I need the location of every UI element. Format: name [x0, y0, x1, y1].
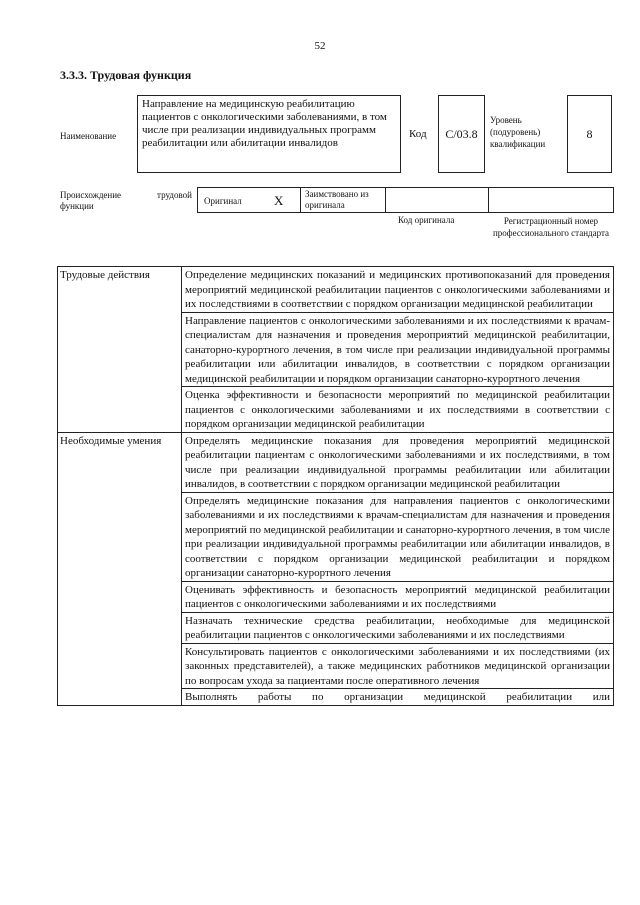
origin-label-line1: [60, 190, 192, 201]
borrowed-cell: [300, 187, 386, 213]
table-row: [58, 432, 614, 492]
original-label: Оригинал: [204, 196, 242, 206]
code-value-box: [438, 95, 485, 173]
name-label: Наименование: [60, 131, 117, 141]
origin-label: Происхождение трудовой: [60, 190, 192, 200]
function-name-box: [137, 95, 401, 173]
borrowed-label: Заимствовано из оригинала: [305, 189, 369, 210]
table-cell: Определять медицинские показания для проведения мероприятий медицинской реабилитации пациентам с онкологическими заболеваниями и их последствиями, в том числе при реализации индивидуальной программы реабилитации или абилитации инвалидов, в соответствии с порядком организации медицинской реабилитации: [182, 432, 614, 492]
code-label: Код: [409, 128, 427, 140]
section-title: 3.3.3. Трудовая функция: [60, 68, 192, 82]
function-details-table: [57, 266, 614, 706]
origin-label-line2: функции: [60, 201, 94, 211]
table-cell: Выполнять работы по организации медицинской реабилитации или: [182, 689, 614, 706]
row-label-skills: Необходимые умения: [58, 432, 182, 705]
level-value-box: [567, 95, 612, 173]
original-mark: X: [274, 193, 284, 208]
function-name: Направление на медицинскую реабилитацию пациентов с онкологическими заболеваниями, в том числе при реализации индивидуальных программ реабилитации или абилитации инвалидов: [142, 98, 387, 149]
table-cell: Оценка эффективности и безопасности мероприятий по медицинской реабилитации пациентов с онкологическими заболеваниями и их последствиями в соответствии с порядком организации медицинской реабилитации: [182, 387, 614, 433]
reg-number-cell: [488, 187, 614, 213]
table-row: [58, 267, 614, 313]
reg-number-label: Регистрационный номер профессионального стандарта: [492, 216, 610, 238]
code-value: С/03.8: [445, 127, 478, 141]
level-value: 8: [586, 127, 593, 141]
table-cell: Направление пациентов с онкологическими заболеваниями и их последствиями к врачам-специалистам для назначения и проведения мероприятий медицинской реабилитации, санаторно-курортного лечения, в том числе при реализации индивидуальной программы реабилитации или абилитации инвалидов, в соответствии с порядком организации медицинской реабилитации и порядком организации санаторно-курортного лечения: [182, 312, 614, 387]
original-cell: [197, 187, 301, 213]
table-cell: Определять медицинские показания для направления пациентов с онкологическими заболеваниями и их последствиями к врачам-специалистам для назначения и проведения мероприятий по медицинской реабилитации и санаторно-курортного лечения, в том числе при реализации индивидуальной программы реабилитации или абилитации инвалидов, в соответствии с порядком организации медицинской реабилитации и порядком организации санаторно-курортного лечения: [182, 492, 614, 581]
level-label: Уровень (подуровень) квалификации: [490, 115, 546, 149]
table-cell: Определение медицинских показаний и медицинских противопоказаний для проведения мероприятий медицинской реабилитации пациентов с онкологическими заболеваниями и их последствиями в соответствии с порядком организации медицинской реабилитации: [182, 267, 614, 313]
table-cell: Назначать технические средства реабилитации, необходимые для медицинской реабилитации пациентов с онкологическими заболеваниями и их последствиями: [182, 612, 614, 643]
table-cell: Консультировать пациентов с онкологическими заболеваниями и их последствиями (их законных представителей), а также медицинских работников медицинской организации по вопросам ухода за пациентами после оперативного лечения: [182, 643, 614, 689]
code-original-cell: [385, 187, 489, 213]
row-label-actions: Трудовые действия: [58, 267, 182, 433]
code-original-label: Код оригинала: [398, 215, 455, 225]
page-number: 52: [314, 40, 326, 52]
table-cell: Оценивать эффективность и безопасность мероприятий медицинской реабилитации пациентов с онкологическими заболеваниями и их последствиями: [182, 581, 614, 612]
